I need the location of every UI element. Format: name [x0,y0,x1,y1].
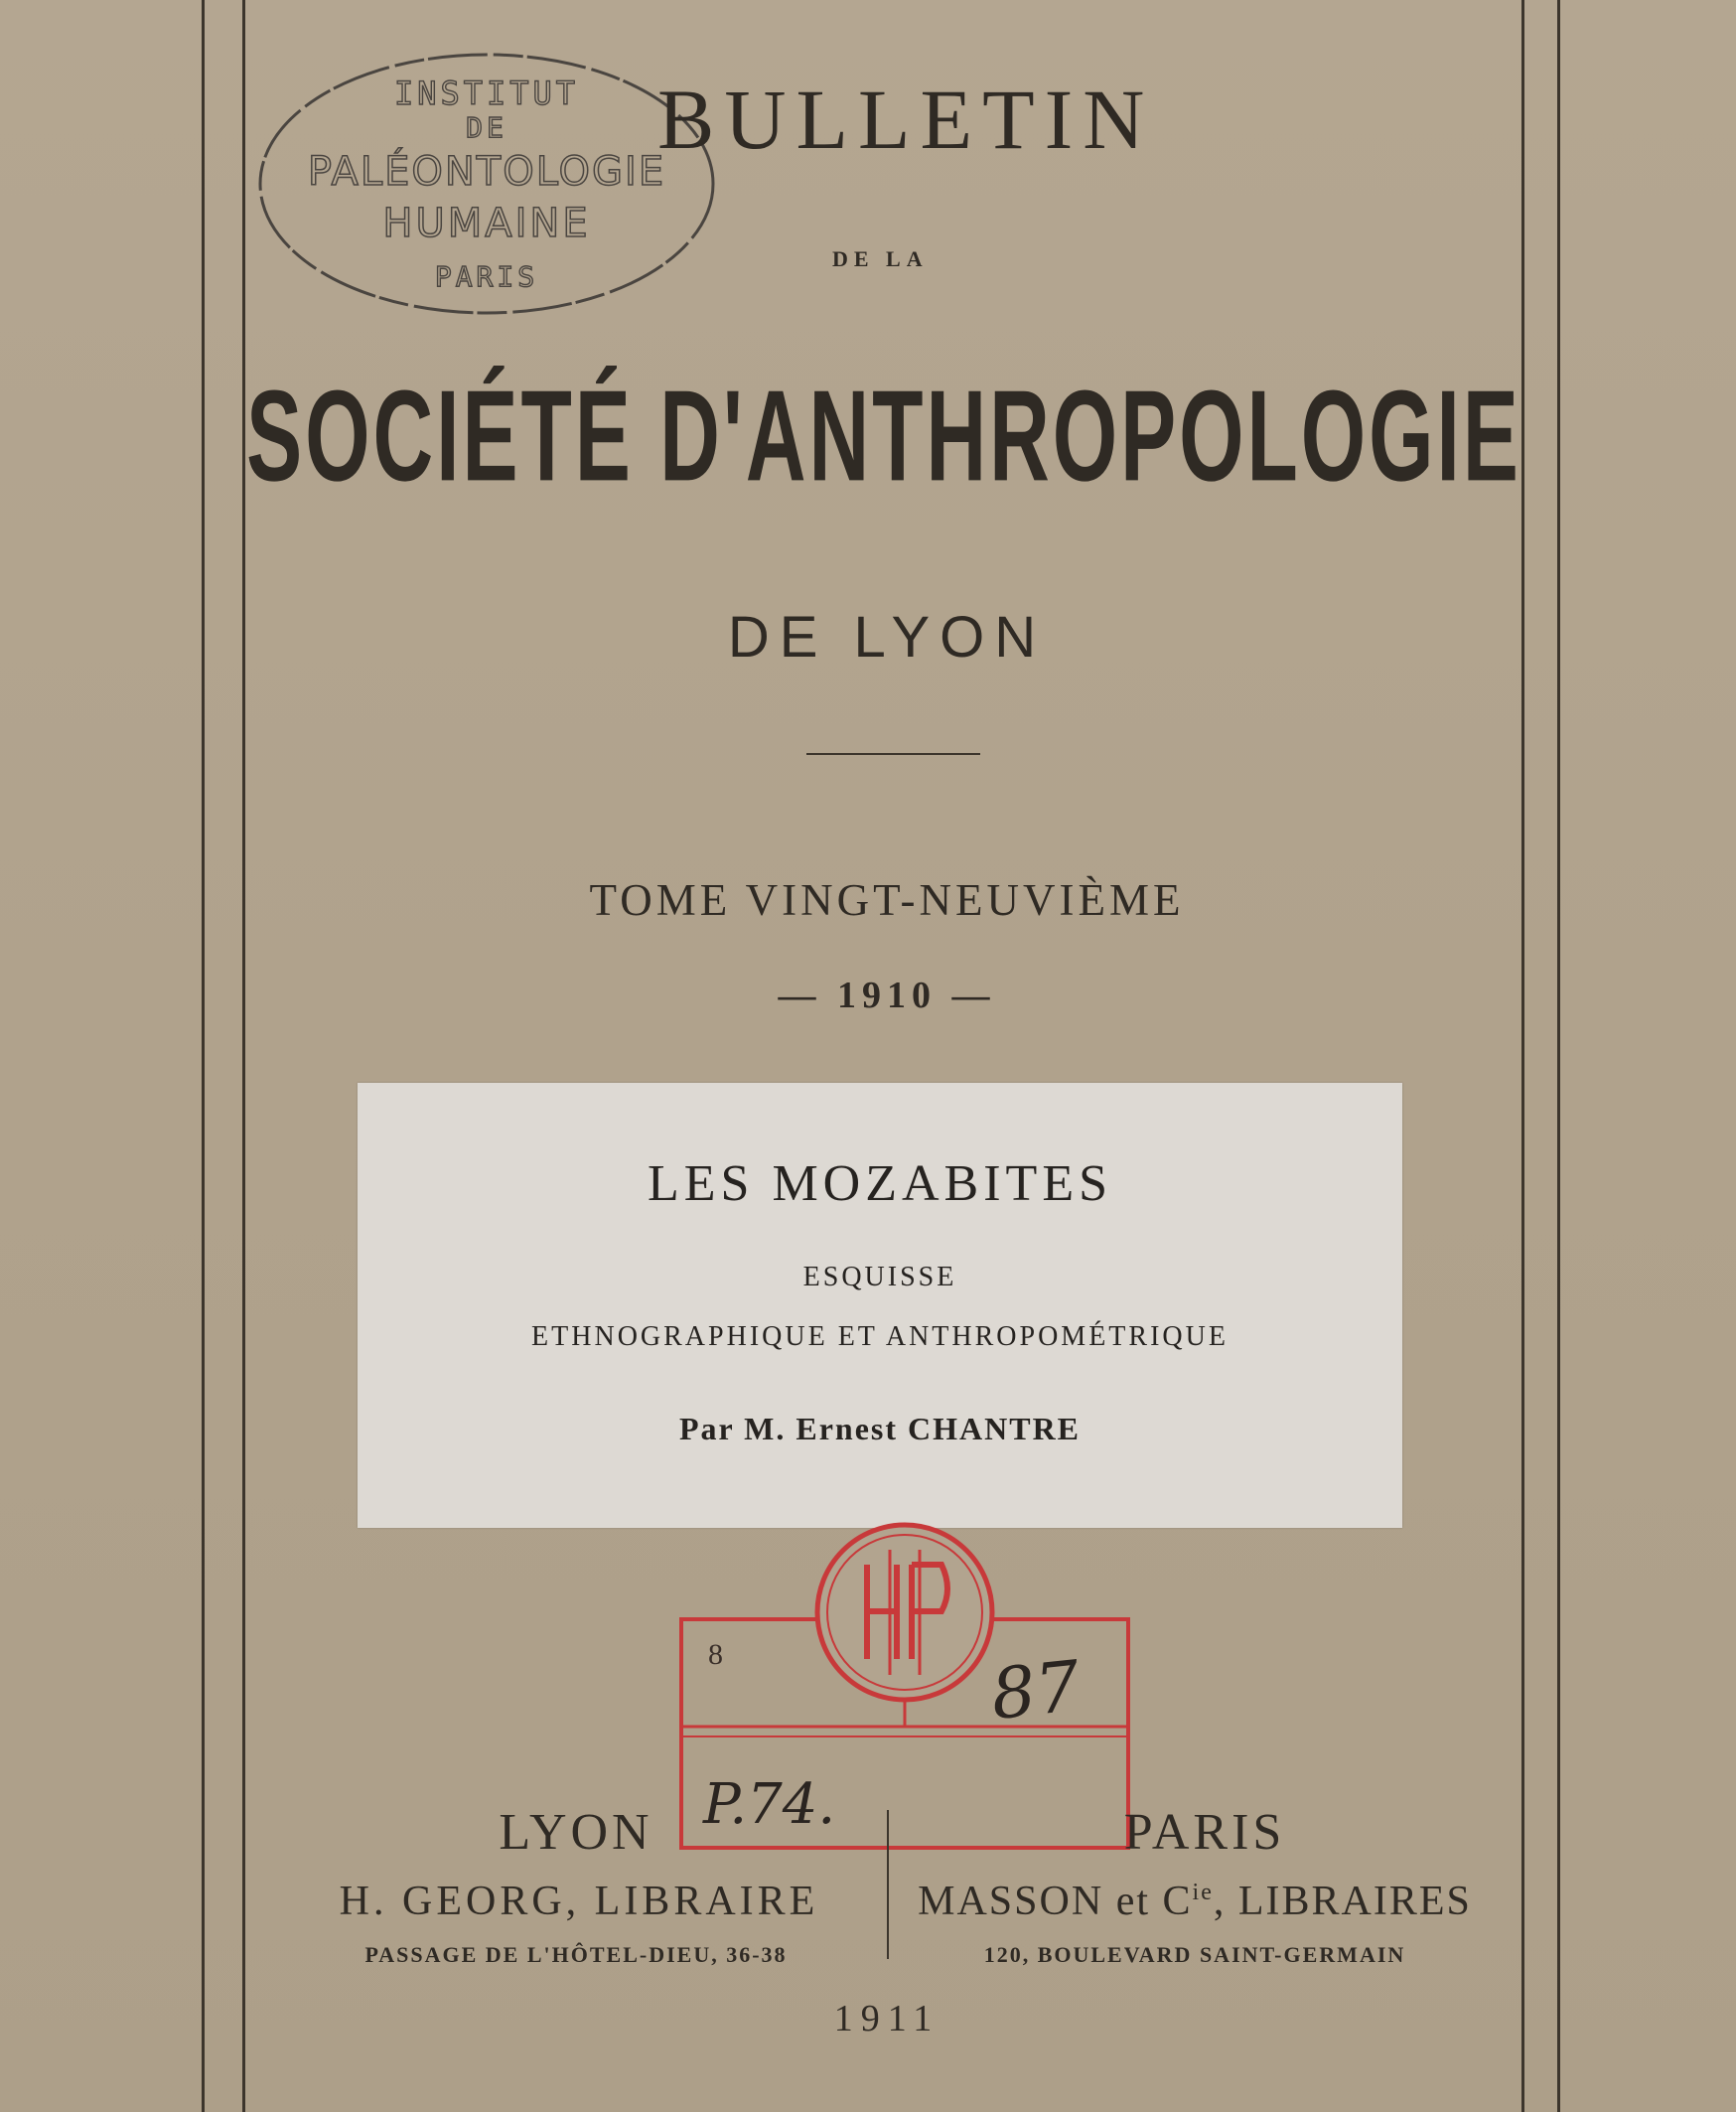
pasted-title-label [358,1083,1402,1528]
tome-text: TOME VINGT-NEUVIÈME [589,875,1185,925]
article-subtitle-1: ESQUISSE [802,1262,957,1292]
bulletin-title: BULLETIN [657,72,1155,167]
lyon-publisher: H. GEORG, LIBRAIRE [339,1879,819,1924]
paris-publisher-sup: ie [1192,1880,1214,1905]
stamp-line-2: DE [466,111,507,144]
stamp-line-4: HUMAINE [382,201,591,246]
library-shelfmark-stamp [663,1520,1150,1858]
paris-address: 120, BOULEVARD SAINT-GERMAIN [983,1942,1406,1967]
publication-year: 1911 [833,1998,940,2039]
paris-publisher-main: MASSON et C [918,1879,1193,1924]
border-rule-right-outer [1557,0,1560,2112]
stamp-line-5: PARIS [434,260,539,293]
institute-stamp [253,48,720,321]
lyon-city: LYON [499,1804,653,1861]
article-title: LES MOZABITES [648,1155,1112,1212]
border-rule-right-inner [1521,0,1524,2112]
shelfmark-s: 8 [708,1638,723,1671]
handwritten-number: 87 [987,1645,1085,1735]
de-la-text: DE LA [832,246,929,271]
stamp-line-1: INSTITUT [393,75,580,112]
society-title: SOCIÉTÉ D'ANTHROPOLOGIE [246,363,1521,509]
article-subtitle-2: ETHNOGRAPHIQUE ET ANTHROPOMÉTRIQUE [531,1321,1229,1352]
article-author: Par M. Ernest CHANTRE [678,1411,1082,1446]
border-rule-left-inner [242,0,245,2112]
handwritten-code: P.74. [703,1772,836,1837]
publisher-divider [887,1810,889,1959]
lyon-address: PASSAGE DE L'HÔTEL-DIEU, 36-38 [364,1942,788,1967]
paris-publisher-tail: , LIBRAIRES [1213,1879,1472,1924]
separator-rule [806,753,980,755]
volume-year: — 1910 — [778,975,996,1016]
border-rule-left-outer [202,0,205,2112]
city-title: DE LYON [727,605,1047,670]
stamp-line-3: PALÉONTOLOGIE [307,149,666,195]
paris-publisher [918,1878,1472,1925]
paris-city: PARIS [1123,1804,1286,1861]
